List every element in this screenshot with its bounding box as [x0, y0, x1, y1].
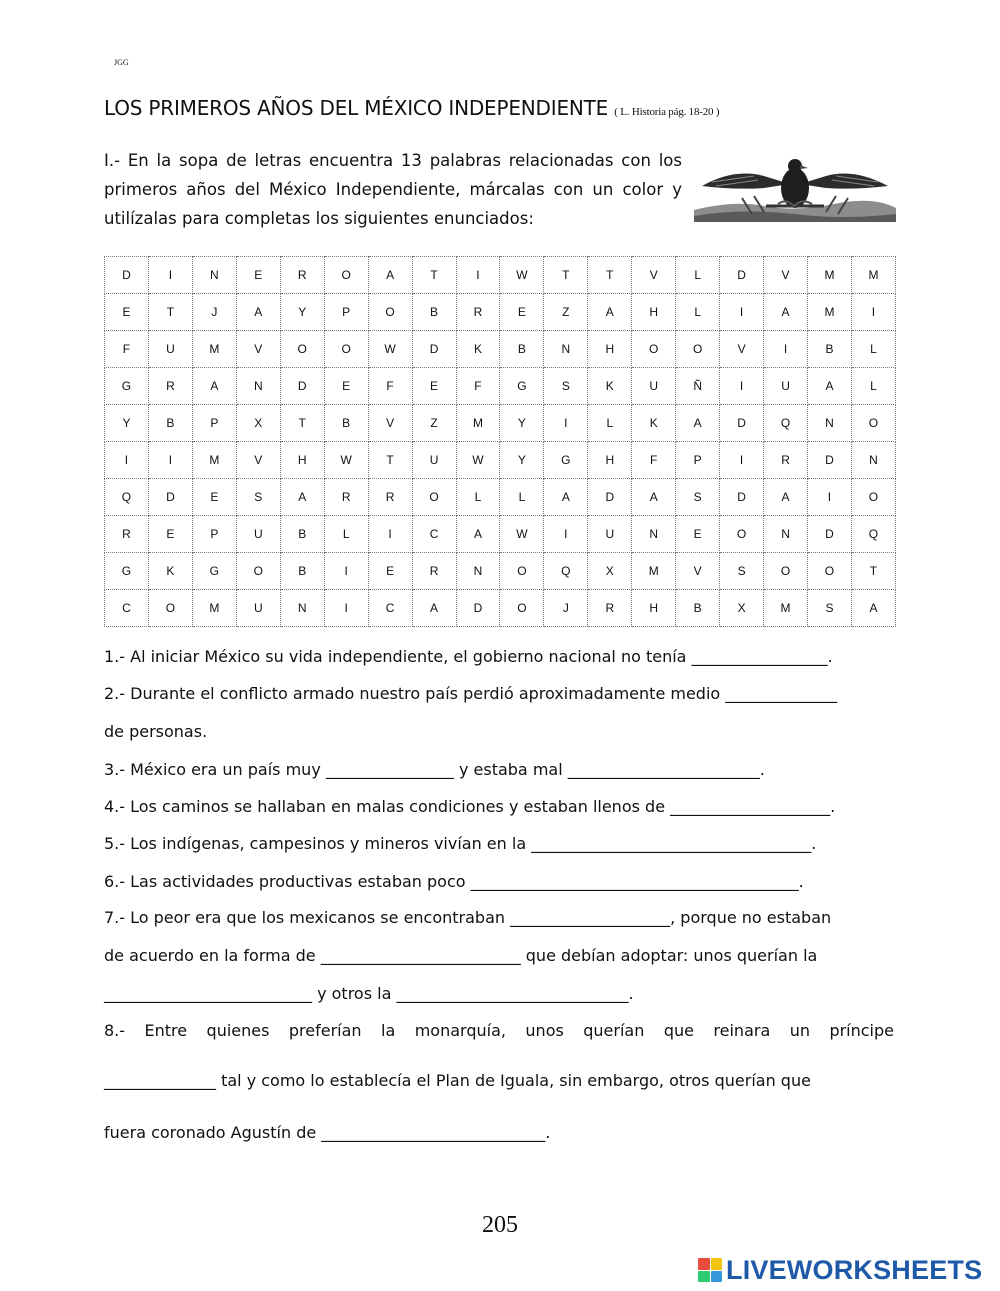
grid-cell[interactable]: M: [192, 442, 236, 479]
grid-row: [105, 331, 896, 368]
grid-cell[interactable]: D: [808, 442, 852, 479]
question-4: 4.- Los caminos se hallaban en malas condiciones y estaban llenos de ____________________.: [104, 797, 836, 816]
question-7-line-3: __________________________ y otros la _____________________________.: [104, 984, 634, 1003]
grid-cell[interactable]: O: [632, 331, 676, 368]
grid-cell[interactable]: O: [676, 331, 720, 368]
grid-cell[interactable]: O: [148, 590, 192, 627]
grid-cell[interactable]: L: [500, 479, 544, 516]
grid-cell[interactable]: O: [851, 479, 895, 516]
grid-cell[interactable]: G: [105, 368, 149, 405]
grid-cell[interactable]: N: [808, 405, 852, 442]
book-reference: ( L. Historia pág. 18-20 ): [614, 106, 720, 118]
grid-cell[interactable]: D: [412, 331, 456, 368]
grid-cell[interactable]: N: [456, 553, 500, 590]
question-2: 2.- Durante el conflicto armado nuestro país perdió aproximadamente medio ______________: [104, 684, 838, 703]
grid-cell[interactable]: I: [720, 294, 764, 331]
grid-cell[interactable]: O: [851, 405, 895, 442]
grid-cell[interactable]: E: [676, 516, 720, 553]
grid-cell[interactable]: I: [544, 405, 588, 442]
grid-cell[interactable]: B: [280, 516, 324, 553]
grid-cell[interactable]: E: [105, 294, 149, 331]
grid-cell[interactable]: I: [324, 590, 368, 627]
grid-cell[interactable]: L: [851, 331, 895, 368]
grid-cell[interactable]: A: [588, 294, 632, 331]
grid-cell[interactable]: I: [720, 442, 764, 479]
grid-cell[interactable]: T: [148, 294, 192, 331]
grid-cell[interactable]: P: [192, 405, 236, 442]
grid-cell[interactable]: O: [500, 590, 544, 627]
grid-cell[interactable]: D: [808, 516, 852, 553]
grid-cell[interactable]: I: [808, 479, 852, 516]
grid-cell[interactable]: L: [676, 294, 720, 331]
grid-cell[interactable]: I: [851, 294, 895, 331]
grid-cell[interactable]: E: [324, 368, 368, 405]
grid-cell[interactable]: G: [544, 442, 588, 479]
grid-cell[interactable]: N: [851, 442, 895, 479]
grid-cell[interactable]: I: [148, 442, 192, 479]
liveworksheets-brand[interactable]: [698, 1254, 982, 1286]
grid-cell[interactable]: S: [676, 479, 720, 516]
grid-cell[interactable]: K: [456, 331, 500, 368]
grid-cell[interactable]: K: [148, 553, 192, 590]
grid-cell[interactable]: S: [808, 590, 852, 627]
grid-cell[interactable]: B: [324, 405, 368, 442]
grid-cell[interactable]: Q: [851, 516, 895, 553]
worksheet-title: [104, 96, 719, 120]
grid-cell[interactable]: D: [720, 405, 764, 442]
grid-cell[interactable]: V: [236, 442, 280, 479]
grid-cell[interactable]: M: [808, 257, 852, 294]
grid-cell[interactable]: H: [632, 590, 676, 627]
grid-cell[interactable]: U: [632, 368, 676, 405]
grid-cell[interactable]: Y: [500, 442, 544, 479]
grid-cell[interactable]: M: [456, 405, 500, 442]
grid-cell[interactable]: B: [280, 553, 324, 590]
grid-cell[interactable]: M: [764, 590, 808, 627]
grid-cell[interactable]: V: [676, 553, 720, 590]
grid-cell[interactable]: Ñ: [676, 368, 720, 405]
grid-cell[interactable]: A: [456, 516, 500, 553]
question-8: 8.- Entre quienes preferían la monarquía, unos querían que reinara un príncipe: [104, 1021, 894, 1040]
grid-cell[interactable]: D: [720, 257, 764, 294]
question-2-continued: de personas.: [104, 722, 208, 741]
grid-cell[interactable]: I: [456, 257, 500, 294]
author-initials: JGG: [114, 58, 129, 67]
grid-cell[interactable]: N: [280, 590, 324, 627]
grid-cell[interactable]: W: [456, 442, 500, 479]
grid-cell[interactable]: N: [632, 516, 676, 553]
grid-cell[interactable]: T: [588, 257, 632, 294]
grid-cell[interactable]: G: [105, 553, 149, 590]
instructions-paragraph: I.- En la sopa de letras encuentra 13 palabras relacionadas con los primeros años del México Independiente, márcalas con un color y utilízalas para completas los siguientes enunciados:: [104, 151, 682, 228]
grid-cell[interactable]: X: [720, 590, 764, 627]
grid-cell[interactable]: A: [280, 479, 324, 516]
grid-row: [105, 442, 896, 479]
grid-cell[interactable]: M: [632, 553, 676, 590]
grid-cell[interactable]: O: [324, 257, 368, 294]
grid-cell[interactable]: B: [500, 331, 544, 368]
grid-cell[interactable]: T: [368, 442, 412, 479]
grid-cell[interactable]: P: [676, 442, 720, 479]
grid-cell[interactable]: G: [192, 553, 236, 590]
grid-cell[interactable]: Y: [105, 405, 149, 442]
grid-cell[interactable]: U: [764, 368, 808, 405]
grid-cell[interactable]: R: [412, 553, 456, 590]
grid-cell[interactable]: Q: [544, 553, 588, 590]
question-7-line-2: de acuerdo en la forma de _________________________ que debían adoptar: unos querían la: [104, 946, 818, 965]
grid-cell[interactable]: D: [148, 479, 192, 516]
grid-cell[interactable]: R: [148, 368, 192, 405]
grid-cell[interactable]: O: [764, 553, 808, 590]
grid-cell[interactable]: Z: [544, 294, 588, 331]
grid-cell[interactable]: V: [720, 331, 764, 368]
grid-cell[interactable]: E: [500, 294, 544, 331]
grid-cell[interactable]: O: [500, 553, 544, 590]
grid-cell[interactable]: A: [764, 294, 808, 331]
grid-cell[interactable]: A: [808, 368, 852, 405]
grid-cell[interactable]: A: [544, 479, 588, 516]
grid-cell[interactable]: R: [280, 257, 324, 294]
grid-cell[interactable]: P: [324, 294, 368, 331]
grid-cell[interactable]: W: [500, 257, 544, 294]
grid-cell[interactable]: N: [236, 368, 280, 405]
grid-cell[interactable]: E: [148, 516, 192, 553]
question-5: 5.- Los indígenas, campesinos y mineros vivían en la ___________________________________.: [104, 834, 817, 853]
grid-cell[interactable]: W: [368, 331, 412, 368]
grid-cell[interactable]: C: [105, 590, 149, 627]
question-3: 3.- México era un país muy ________________ y estaba mal ________________________.: [104, 760, 765, 779]
grid-cell[interactable]: T: [544, 257, 588, 294]
grid-cell[interactable]: T: [851, 553, 895, 590]
grid-cell[interactable]: R: [456, 294, 500, 331]
eagle-emblem-icon: [694, 146, 896, 222]
grid-cell[interactable]: Z: [412, 405, 456, 442]
grid-cell[interactable]: A: [368, 257, 412, 294]
grid-cell[interactable]: A: [676, 405, 720, 442]
grid-cell[interactable]: X: [236, 405, 280, 442]
grid-cell[interactable]: I: [105, 442, 149, 479]
grid-cell[interactable]: O: [412, 479, 456, 516]
grid-cell[interactable]: E: [192, 479, 236, 516]
title-text: LOS PRIMEROS AÑOS DEL MÉXICO INDEPENDIENTE: [104, 96, 609, 120]
grid-cell[interactable]: R: [368, 479, 412, 516]
grid-cell[interactable]: H: [588, 331, 632, 368]
grid-cell[interactable]: J: [544, 590, 588, 627]
grid-cell[interactable]: Y: [280, 294, 324, 331]
grid-cell[interactable]: U: [236, 590, 280, 627]
grid-cell[interactable]: F: [368, 368, 412, 405]
grid-cell[interactable]: L: [588, 405, 632, 442]
grid-cell[interactable]: D: [105, 257, 149, 294]
grid-cell[interactable]: P: [192, 516, 236, 553]
grid-cell[interactable]: S: [236, 479, 280, 516]
grid-cell[interactable]: D: [720, 479, 764, 516]
grid-cell[interactable]: U: [148, 331, 192, 368]
grid-cell[interactable]: N: [192, 257, 236, 294]
grid-cell[interactable]: T: [280, 405, 324, 442]
grid-cell[interactable]: N: [764, 516, 808, 553]
grid-cell[interactable]: D: [588, 479, 632, 516]
grid-cell[interactable]: D: [280, 368, 324, 405]
grid-cell[interactable]: V: [632, 257, 676, 294]
grid-cell[interactable]: O: [280, 331, 324, 368]
grid-cell[interactable]: B: [148, 405, 192, 442]
grid-cell[interactable]: A: [192, 368, 236, 405]
grid-cell[interactable]: R: [764, 442, 808, 479]
grid-row: [105, 553, 896, 590]
grid-cell[interactable]: K: [588, 368, 632, 405]
grid-cell[interactable]: R: [105, 516, 149, 553]
grid-cell[interactable]: S: [720, 553, 764, 590]
grid-cell[interactable]: O: [236, 553, 280, 590]
grid-cell[interactable]: M: [808, 294, 852, 331]
grid-row: [105, 294, 896, 331]
grid-cell[interactable]: V: [368, 405, 412, 442]
grid-cell[interactable]: O: [808, 553, 852, 590]
grid-cell[interactable]: N: [544, 331, 588, 368]
grid-cell[interactable]: Q: [764, 405, 808, 442]
grid-cell[interactable]: L: [676, 257, 720, 294]
grid-cell[interactable]: Y: [500, 405, 544, 442]
grid-cell[interactable]: B: [676, 590, 720, 627]
grid-cell[interactable]: S: [544, 368, 588, 405]
grid-cell[interactable]: L: [851, 368, 895, 405]
grid-cell[interactable]: F: [456, 368, 500, 405]
grid-cell[interactable]: J: [192, 294, 236, 331]
word-search-grid[interactable]: [104, 256, 896, 627]
grid-cell[interactable]: X: [588, 553, 632, 590]
grid-cell[interactable]: U: [588, 516, 632, 553]
grid-cell[interactable]: V: [236, 331, 280, 368]
grid-cell[interactable]: B: [412, 294, 456, 331]
grid-cell[interactable]: M: [192, 590, 236, 627]
grid-cell[interactable]: T: [412, 257, 456, 294]
grid-cell[interactable]: U: [236, 516, 280, 553]
grid-cell[interactable]: M: [851, 257, 895, 294]
grid-cell[interactable]: H: [632, 294, 676, 331]
brand-name: LIVEWORKSHEETS: [726, 1254, 983, 1285]
page-number: 205: [482, 1212, 518, 1238]
grid-row: [105, 590, 896, 627]
grid-cell[interactable]: A: [412, 590, 456, 627]
grid-cell[interactable]: I: [324, 553, 368, 590]
grid-cell[interactable]: V: [764, 257, 808, 294]
grid-row: [105, 257, 896, 294]
grid-row: [105, 405, 896, 442]
grid-cell[interactable]: O: [720, 516, 764, 553]
grid-cell[interactable]: W: [500, 516, 544, 553]
grid-cell[interactable]: A: [851, 590, 895, 627]
question-7: 7.- Lo peor era que los mexicanos se encontraban ____________________, porque no estaban: [104, 908, 832, 927]
grid-cell[interactable]: H: [588, 442, 632, 479]
grid-cell[interactable]: A: [764, 479, 808, 516]
question-8-line-3: fuera coronado Agustín de ____________________________.: [104, 1123, 551, 1142]
grid-cell[interactable]: U: [412, 442, 456, 479]
grid-cell[interactable]: M: [192, 331, 236, 368]
grid-cell[interactable]: F: [632, 442, 676, 479]
grid-cell[interactable]: D: [456, 590, 500, 627]
grid-cell[interactable]: E: [236, 257, 280, 294]
grid-cell[interactable]: I: [368, 516, 412, 553]
grid-cell[interactable]: L: [324, 516, 368, 553]
grid-cell[interactable]: B: [808, 331, 852, 368]
question-6: 6.- Las actividades productivas estaban poco _________________________________________.: [104, 872, 804, 891]
grid-cell[interactable]: I: [544, 516, 588, 553]
grid-cell[interactable]: A: [236, 294, 280, 331]
grid-cell[interactable]: O: [368, 294, 412, 331]
grid-cell[interactable]: I: [148, 257, 192, 294]
grid-cell[interactable]: E: [412, 368, 456, 405]
grid-cell[interactable]: C: [368, 590, 412, 627]
grid-row: [105, 516, 896, 553]
grid-cell[interactable]: Q: [105, 479, 149, 516]
grid-cell[interactable]: H: [280, 442, 324, 479]
liveworksheets-logo-icon: [698, 1258, 722, 1282]
grid-cell[interactable]: G: [500, 368, 544, 405]
grid-row: [105, 479, 896, 516]
grid-cell[interactable]: C: [412, 516, 456, 553]
grid-cell[interactable]: O: [324, 331, 368, 368]
grid-cell[interactable]: I: [720, 368, 764, 405]
grid-cell[interactable]: F: [105, 331, 149, 368]
grid-cell[interactable]: A: [632, 479, 676, 516]
question-8-line-2: ______________ tal y como lo establecía el Plan de Iguala, sin embargo, otros querían que: [104, 1071, 811, 1090]
grid-cell[interactable]: R: [324, 479, 368, 516]
grid-cell[interactable]: K: [632, 405, 676, 442]
question-1: 1.- Al iniciar México su vida independiente, el gobierno nacional no tenía _________________.: [104, 647, 833, 666]
grid-cell[interactable]: R: [588, 590, 632, 627]
grid-row: [105, 368, 896, 405]
grid-cell[interactable]: I: [764, 331, 808, 368]
grid-cell[interactable]: E: [368, 553, 412, 590]
grid-cell[interactable]: W: [324, 442, 368, 479]
grid-cell[interactable]: L: [456, 479, 500, 516]
